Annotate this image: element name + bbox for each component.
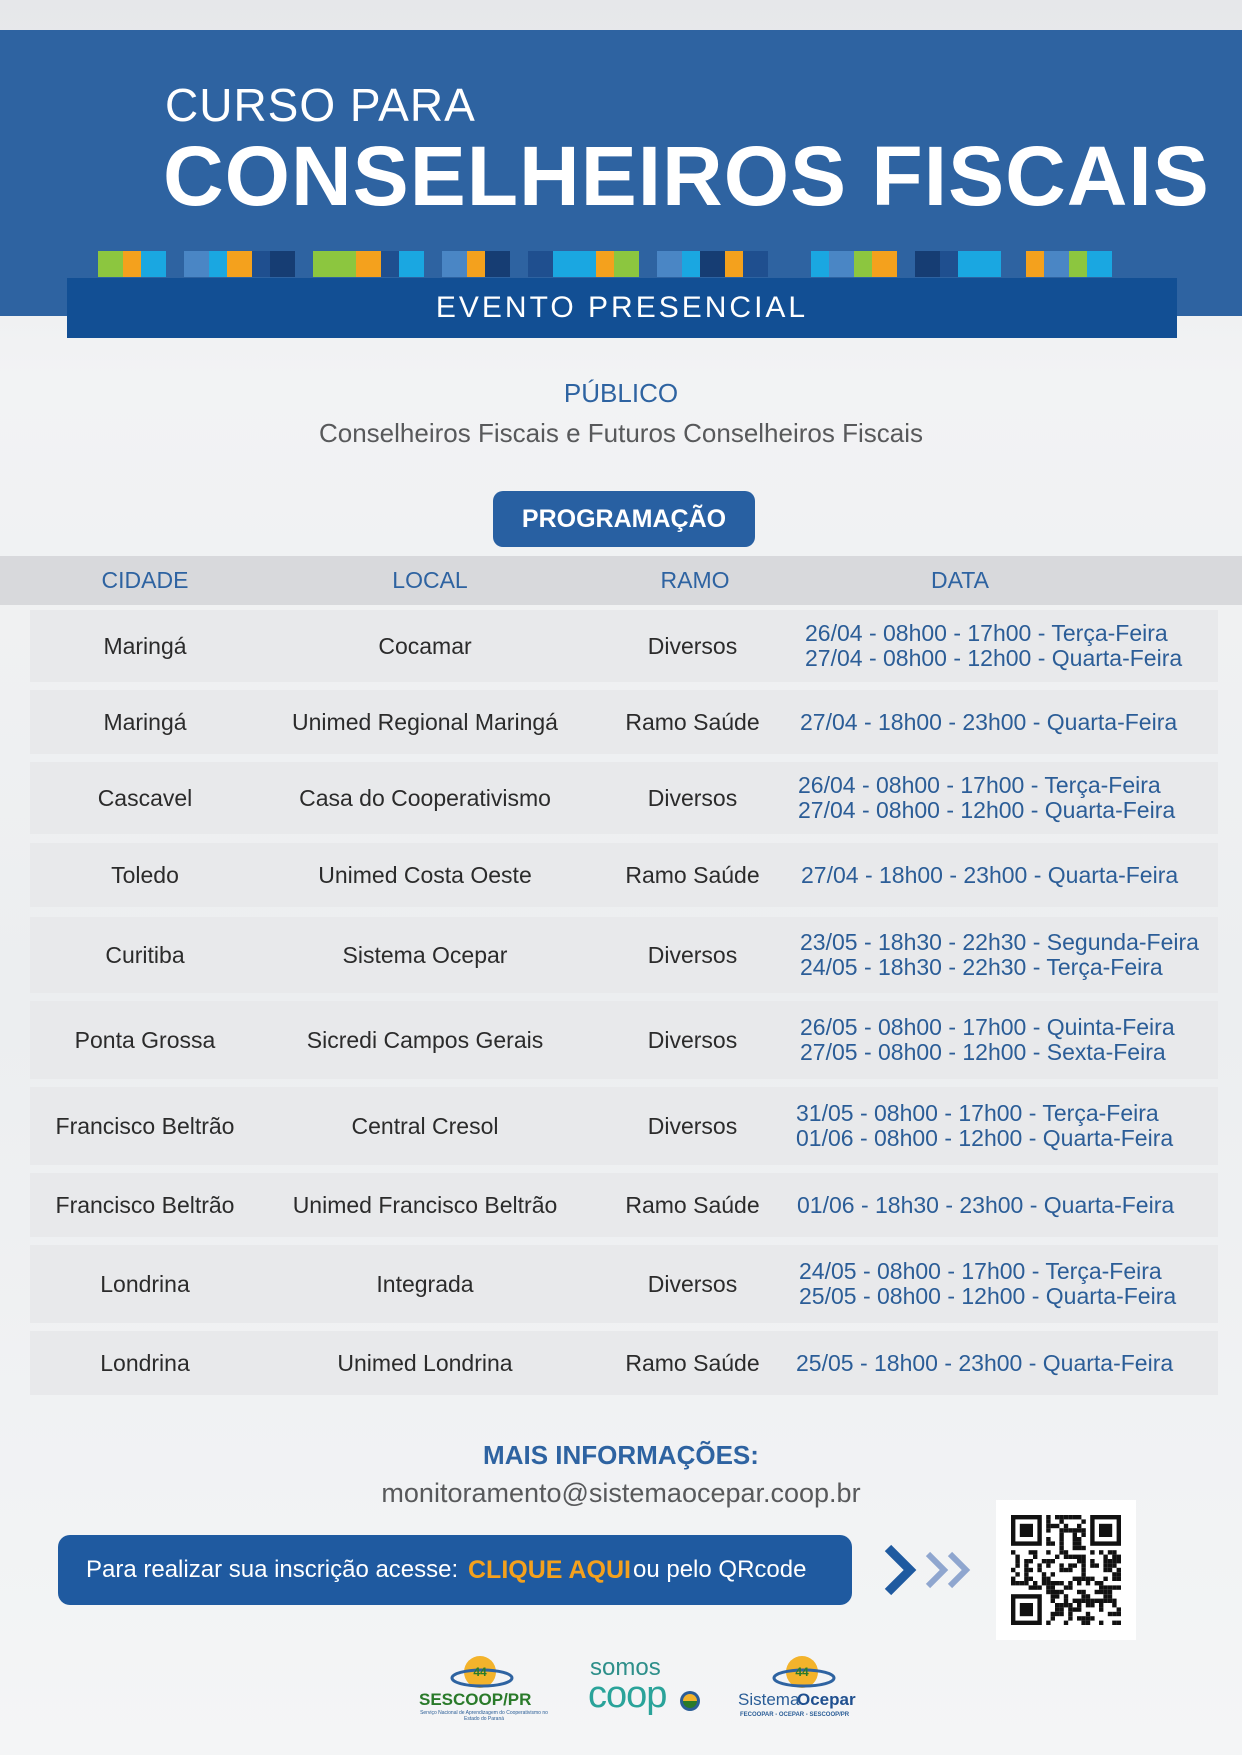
cell-place: Unimed Francisco Beltrão — [292, 1192, 558, 1218]
mosaic-tile — [510, 251, 528, 277]
mosaic-tile — [338, 251, 356, 277]
mosaic-tile — [227, 251, 252, 277]
event-type-banner: EVENTO PRESENCIAL — [67, 278, 1177, 338]
mosaic-tile — [1044, 251, 1069, 277]
mosaic-tile — [313, 251, 338, 277]
mosaic-tile — [682, 251, 700, 277]
mosaic-tile — [983, 251, 1001, 277]
mosaic-tile — [614, 251, 639, 277]
mosaic-tile — [639, 251, 657, 277]
mosaic-tile — [553, 251, 571, 277]
cell-date: 27/05 - 08h00 - 12h00 - Sexta-Feira — [800, 1039, 1166, 1065]
column-header-branch: RAMO — [660, 567, 730, 593]
mosaic-tile — [80, 251, 98, 277]
cell-date: 27/04 - 18h00 - 23h00 - Quarta-Feira — [800, 708, 1178, 735]
mosaic-tile — [442, 251, 467, 277]
cell-place: Integrada — [376, 1271, 474, 1297]
mosaic-tile — [811, 251, 829, 277]
more-info-label: MAIS INFORMAÇÕES: — [483, 1440, 759, 1470]
mosaic-tile — [166, 251, 184, 277]
cell-city: Francisco Beltrão — [55, 1192, 235, 1218]
mosaic-tile — [571, 251, 596, 277]
mosaic-tile — [252, 251, 270, 277]
audience-label: PÚBLICO — [563, 378, 679, 408]
mosaic-tile — [657, 251, 682, 277]
mosaic-tile — [725, 251, 743, 277]
cell-city: Toledo — [111, 862, 179, 888]
contact-email[interactable]: monitoramento@sistemaocepar.coop.br — [381, 1478, 861, 1508]
mosaic-tile — [743, 251, 768, 277]
ocepar-subtitle: FECOOPAR - OCEPAR - SESCOOP/PR — [740, 1712, 850, 1718]
cell-date: 27/04 - 18h00 - 23h00 - Quarta-Feira — [801, 861, 1179, 888]
mosaic-tile — [424, 251, 442, 277]
cell-city: Londrina — [100, 1350, 190, 1376]
ocepar-name-b: Ocepar — [797, 1690, 856, 1709]
svg-text:44: 44 — [795, 1665, 809, 1679]
mosaic-tile — [872, 251, 897, 277]
cell-date: 27/04 - 08h00 - 12h00 - Quarta-Feira — [798, 797, 1176, 823]
svg-text:44: 44 — [473, 1665, 487, 1679]
cell-branch: Ramo Saúde — [625, 862, 760, 888]
cell-date: 24/05 - 18h30 - 22h30 - Terça-Feira — [800, 954, 1163, 980]
mosaic-tile — [786, 251, 811, 277]
cell-branch: Diversos — [647, 785, 738, 811]
cell-place: Sistema Ocepar — [342, 942, 508, 968]
mosaic-tile — [897, 251, 915, 277]
registration-qr-text: ou pelo QRcode — [633, 1556, 807, 1583]
mosaic-tile — [295, 251, 313, 277]
sescoop-name: SESCOOP/PR — [419, 1690, 532, 1709]
cell-city: Ponta Grossa — [74, 1027, 216, 1053]
sescoop-subtitle: Serviço Nacional de Aprendizagem do Cooperativismo no Estado do Paraná — [420, 1710, 548, 1722]
cell-branch: Diversos — [647, 1271, 738, 1297]
cell-place: Sicredi Campos Gerais — [306, 1027, 544, 1053]
mosaic-tile — [485, 251, 510, 277]
mosaic-tile — [270, 251, 295, 277]
cell-branch: Ramo Saúde — [625, 709, 760, 735]
ocepar-logo — [736, 1652, 876, 1722]
cell-branch: Diversos — [647, 1027, 738, 1053]
mosaic-tile — [596, 251, 614, 277]
coop-text: coop — [588, 1674, 667, 1716]
somos-text: somos — [590, 1654, 661, 1681]
somoscoop-logo — [588, 1652, 708, 1722]
program-button[interactable]: PROGRAMAÇÃO — [493, 491, 755, 547]
mosaic-tile — [98, 251, 123, 277]
qr-code[interactable] — [996, 1500, 1136, 1640]
mosaic-tile — [184, 251, 209, 277]
cell-date: 01/06 - 08h00 - 12h00 - Quarta-Feira — [796, 1125, 1174, 1151]
cell-date: 23/05 - 18h30 - 22h30 - Segunda-Feira — [800, 929, 1199, 955]
cell-place: Casa do Cooperativismo — [299, 785, 551, 811]
cell-city: Francisco Beltrão — [55, 1113, 235, 1139]
mosaic-tile — [399, 251, 424, 277]
cell-city: Maringá — [103, 709, 187, 735]
decorative-mosaic — [80, 251, 1162, 277]
mosaic-tile — [141, 251, 166, 277]
column-header-date: DATA — [931, 567, 989, 593]
cell-branch: Diversos — [647, 633, 738, 659]
cell-place: Central Cresol — [351, 1113, 499, 1139]
cell-place: Cocamar — [378, 633, 472, 659]
mosaic-tile — [940, 251, 958, 277]
cell-date: 01/06 - 18h30 - 23h00 - Quarta-Feira — [797, 1191, 1175, 1218]
cell-place: Unimed Londrina — [337, 1350, 513, 1376]
cell-place: Unimed Regional Maringá — [292, 709, 558, 735]
mosaic-tile — [209, 251, 227, 277]
ocepar-name-a: Sistema — [738, 1690, 800, 1709]
mosaic-tile — [915, 251, 940, 277]
mosaic-tile — [381, 251, 399, 277]
cell-branch: Diversos — [647, 942, 738, 968]
sescoop-logo — [412, 1652, 572, 1722]
mosaic-tile — [1069, 251, 1087, 277]
mosaic-tile — [467, 251, 485, 277]
register-link[interactable]: CLIQUE AQUI — [468, 1556, 631, 1584]
cell-date: 24/05 - 08h00 - 17h00 - Terça-Feira — [799, 1258, 1162, 1284]
mosaic-tile — [528, 251, 553, 277]
cell-date: 25/05 - 18h00 - 23h00 - Quarta-Feira — [796, 1349, 1174, 1376]
mosaic-tile — [768, 251, 786, 277]
cell-place: Unimed Costa Oeste — [318, 862, 532, 888]
cell-city: Maringá — [103, 633, 187, 659]
cell-date: 26/04 - 08h00 - 17h00 - Terça-Feira — [798, 772, 1161, 798]
cell-city: Londrina — [100, 1271, 190, 1297]
arrow-right-icon — [880, 1540, 980, 1600]
audience-text: Conselheiros Fiscais e Futuros Conselheiros Fiscais — [318, 418, 923, 448]
cell-city: Cascavel — [97, 785, 193, 811]
mosaic-tile — [829, 251, 854, 277]
mosaic-tile — [1026, 251, 1044, 277]
cell-city: Curitiba — [105, 942, 185, 968]
cell-date: 27/04 - 08h00 - 12h00 - Quarta-Feira — [805, 645, 1183, 671]
cell-date: 26/04 - 08h00 - 17h00 - Terça-Feira — [805, 620, 1168, 646]
title-line-1: CURSO PARA — [165, 79, 476, 131]
column-header-city: CIDADE — [101, 567, 189, 593]
cell-date: 31/05 - 08h00 - 17h00 - Terça-Feira — [796, 1100, 1159, 1126]
title-line-2: CONSELHEIROS FISCAIS — [163, 129, 1210, 223]
mosaic-tile — [123, 251, 141, 277]
mosaic-tile — [1001, 251, 1026, 277]
registration-bar — [58, 1535, 852, 1605]
cell-branch: Ramo Saúde — [625, 1350, 760, 1376]
cell-branch: Diversos — [647, 1113, 738, 1139]
mosaic-tile — [700, 251, 725, 277]
mosaic-tile — [854, 251, 872, 277]
coop-badge-icon — [679, 1690, 701, 1712]
mosaic-tile — [1087, 251, 1112, 277]
registration-text: Para realizar sua inscrição acesse: — [86, 1556, 459, 1583]
column-header-place: LOCAL — [392, 567, 468, 593]
mosaic-tile — [356, 251, 381, 277]
mosaic-tile — [958, 251, 983, 277]
cell-date: 25/05 - 08h00 - 12h00 - Quarta-Feira — [799, 1283, 1177, 1309]
cell-date: 26/05 - 08h00 - 17h00 - Quinta-Feira — [800, 1014, 1175, 1040]
cell-branch: Ramo Saúde — [625, 1192, 760, 1218]
